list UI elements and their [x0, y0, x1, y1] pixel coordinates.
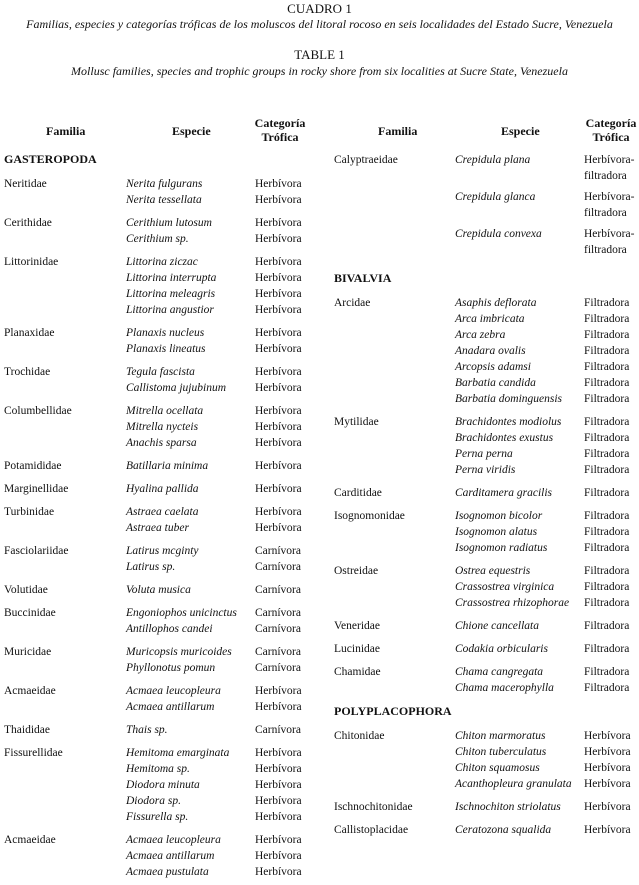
left-header-categoria-line2: Trófica: [261, 130, 299, 144]
species-name: Voluta musica: [126, 584, 191, 596]
trophic-category: Herbívora: [255, 366, 302, 378]
trophic-category: Filtradora: [584, 487, 630, 499]
trophic-category: Herbívora-: [584, 154, 635, 166]
species-name: Brachidontes modiolus: [455, 416, 562, 428]
species-name: Hemitoma emarginata: [126, 747, 230, 759]
species-name: Littorina ziczac: [126, 256, 198, 268]
heading-spanish-caption: Familias, especies y categorías tróficas de los moluscos del litoral rocoso en seis localidades del Estado Sucre, Venezuela: [26, 17, 613, 31]
species-name: Hemitoma sp.: [126, 763, 190, 775]
trophic-category: Herbívora: [255, 747, 302, 759]
trophic-category: Filtradora: [584, 393, 630, 405]
species-name: Littorina meleagris: [126, 288, 216, 300]
species-name: Diodora minuta: [126, 779, 200, 791]
trophic-category: Herbívora: [255, 685, 302, 697]
trophic-category: Herbívora: [255, 866, 302, 878]
trophic-category: Filtradora: [584, 597, 630, 609]
family-name: Acmaeidae: [4, 834, 56, 846]
family-name: Isognomonidae: [334, 510, 405, 522]
species-name: Arca imbricata: [455, 313, 525, 325]
trophic-category: Filtradora: [584, 297, 630, 309]
trophic-category-cont: filtradora: [584, 244, 627, 256]
species-name: Antillophos candei: [126, 623, 213, 635]
trophic-category: Herbívora: [255, 460, 302, 472]
trophic-category: Filtradora: [584, 432, 630, 444]
species-name: Codakia orbicularis: [455, 643, 548, 655]
trophic-category: Filtradora: [584, 377, 630, 389]
trophic-category: Filtradora: [584, 416, 630, 428]
trophic-category: Herbívora: [255, 178, 302, 190]
species-name: Muricopsis muricoides: [126, 646, 232, 658]
species-name: Asaphis deflorata: [455, 297, 537, 309]
species-name: Chione cancellata: [455, 620, 539, 632]
trophic-category: Carnívora: [255, 646, 301, 658]
group-heading: POLYPLACOPHORA: [334, 704, 452, 718]
species-name: Mitrella nycteis: [126, 421, 199, 433]
species-name: Isognomon bicolor: [455, 510, 543, 522]
trophic-category: Filtradora: [584, 581, 630, 593]
species-name: Crepidula convexa: [455, 228, 542, 240]
trophic-category: Herbívora: [255, 763, 302, 775]
species-name: Acmaea leucopleura: [126, 834, 221, 846]
species-name: Hyalina pallida: [126, 483, 199, 495]
species-name: Crepidula plana: [455, 154, 531, 166]
species-name: Latirus sp.: [126, 561, 176, 573]
species-name: Chiton squamosus: [455, 762, 540, 774]
right-header-categoria: [583, 116, 639, 144]
species-name: Isognomon alatus: [455, 526, 538, 538]
trophic-category: Herbívora: [255, 327, 302, 339]
trophic-category: Herbívora: [255, 779, 302, 791]
species-name: Nerita fulgurans: [126, 178, 203, 190]
trophic-category: Carnívora: [255, 561, 301, 573]
species-name: Anadara ovalis: [455, 345, 526, 357]
species-name: Cerithium sp.: [126, 233, 189, 245]
species-name: Batillaria minima: [126, 460, 209, 472]
heading-cuadro: CUADRO 1: [287, 1, 352, 16]
family-name: Fissurellidae: [4, 747, 63, 759]
family-name: Veneridae: [334, 620, 380, 632]
species-name: Crepidula glanca: [455, 191, 536, 203]
trophic-category: Herbívora: [255, 233, 302, 245]
group-heading: GASTEROPODA: [4, 152, 97, 166]
trophic-category: Herbívora: [255, 506, 302, 518]
species-name: Mitrella ocellata: [126, 405, 204, 417]
left-header-categoria: [252, 116, 308, 144]
species-name: Planaxis nucleus: [126, 327, 205, 339]
family-name: Potamididae: [4, 460, 62, 472]
species-name: Planaxis lineatus: [126, 343, 206, 355]
right-header-categoria-line2: Trófica: [592, 130, 630, 144]
family-name: Turbinidae: [4, 506, 55, 518]
family-name: Lucinidae: [334, 643, 380, 655]
trophic-category: Filtradora: [584, 565, 630, 577]
trophic-category: Herbívora: [255, 304, 302, 316]
species-name: Fissurella sp.: [126, 811, 189, 823]
trophic-category: Herbívora: [255, 343, 302, 355]
species-name: Littorina angustior: [126, 304, 214, 316]
species-name: Isognomon radiatus: [455, 542, 548, 554]
species-name: Latirus mcginty: [126, 545, 199, 557]
species-name: Chiton marmoratus: [455, 730, 546, 742]
trophic-category: Herbívora: [255, 811, 302, 823]
species-name: Diodora sp.: [126, 795, 181, 807]
trophic-category: Carnívora: [255, 607, 301, 619]
species-name: Crassostrea rhizophorae: [455, 597, 570, 609]
family-name: Columbellidae: [4, 405, 72, 417]
trophic-category: Herbívora: [255, 795, 302, 807]
left-header-categoria-line1: Categoría: [254, 116, 306, 130]
trophic-category: Herbívora: [584, 762, 631, 774]
trophic-category: Herbívora: [255, 194, 302, 206]
trophic-category-cont: filtradora: [584, 170, 627, 182]
species-name: Littorina interrupta: [126, 272, 217, 284]
species-name: Acmaea leucopleura: [126, 685, 221, 697]
trophic-category: Herbívora: [584, 801, 631, 813]
trophic-category: Carnívora: [255, 584, 301, 596]
trophic-category: Carnívora: [255, 662, 301, 674]
family-name: Calyptraeidae: [334, 154, 398, 166]
species-name: Astraea tuber: [126, 522, 189, 534]
species-name: Anachis sparsa: [126, 437, 197, 449]
family-name: Carditidae: [334, 487, 382, 499]
species-name: Chiton tuberculatus: [455, 746, 547, 758]
trophic-category: Herbívora: [255, 483, 302, 495]
family-name: Muricidae: [4, 646, 52, 658]
family-name: Fasciolariidae: [4, 545, 69, 557]
family-name: Ischnochitonidae: [334, 801, 413, 813]
family-name: Buccinidae: [4, 607, 56, 619]
left-header-especie: Especie: [172, 124, 211, 138]
species-name: Perna viridis: [455, 464, 516, 476]
trophic-category: Filtradora: [584, 666, 630, 678]
trophic-category: Filtradora: [584, 313, 630, 325]
family-name: Planaxidae: [4, 327, 55, 339]
family-name: Neritidae: [4, 178, 47, 190]
family-name: Acmaeidae: [4, 685, 56, 697]
trophic-category: Carnívora: [255, 724, 301, 736]
trophic-category: Herbívora: [255, 421, 302, 433]
trophic-category: Herbívora: [255, 217, 302, 229]
species-name: Thais sp.: [126, 724, 168, 736]
family-name: Volutidae: [4, 584, 48, 596]
family-name: Ostreidae: [334, 565, 379, 577]
right-header-especie: Especie: [501, 124, 540, 138]
trophic-category: Herbívora: [255, 437, 302, 449]
left-header-familia: Familia: [46, 124, 86, 138]
family-name: Chitonidae: [334, 730, 385, 742]
trophic-category: Filtradora: [584, 542, 630, 554]
species-name: Acanthopleura granulata: [455, 778, 572, 790]
family-name: Thaididae: [4, 724, 50, 736]
species-name: Acmaea antillarum: [126, 701, 215, 713]
species-name: Tegula fascista: [126, 366, 195, 378]
trophic-category: Filtradora: [584, 643, 630, 655]
family-name: Littorinidae: [4, 256, 59, 268]
trophic-category: Herbívora: [584, 824, 631, 836]
trophic-category: Herbívora-: [584, 228, 635, 240]
trophic-category: Herbívora: [255, 834, 302, 846]
trophic-category: Herbívora: [255, 405, 302, 417]
species-name: Cerithium lutosum: [126, 217, 212, 229]
trophic-category: Filtradora: [584, 510, 630, 522]
species-name: Chama macerophylla: [455, 682, 554, 694]
trophic-category: Filtradora: [584, 620, 630, 632]
trophic-category: Filtradora: [584, 345, 630, 357]
species-name: Acmaea antillarum: [126, 850, 215, 862]
species-name: Perna perna: [455, 448, 513, 460]
trophic-category: Herbívora: [584, 730, 631, 742]
family-name: Callistoplacidae: [334, 824, 409, 836]
trophic-category: Filtradora: [584, 448, 630, 460]
species-name: Brachidontes exustus: [455, 432, 554, 444]
species-name: Ceratozona squalida: [455, 824, 552, 836]
trophic-category: Herbívora: [255, 522, 302, 534]
family-name: Cerithidae: [4, 217, 52, 229]
group-heading: BIVALVIA: [334, 271, 392, 285]
trophic-category: Carnívora: [255, 623, 301, 635]
trophic-category: Carnívora: [255, 545, 301, 557]
trophic-category: Herbívora: [255, 288, 302, 300]
right-header-categoria-line1: Categoría: [585, 116, 637, 130]
species-name: Acmaea pustulata: [126, 866, 209, 878]
trophic-category: Herbívora: [255, 382, 302, 394]
trophic-category: Filtradora: [584, 682, 630, 694]
species-name: Chama cangregata: [455, 666, 544, 678]
trophic-category: Herbívora: [584, 778, 631, 790]
trophic-category: Filtradora: [584, 361, 630, 373]
right-header-familia: Familia: [378, 124, 418, 138]
species-name: Barbatia dominguensis: [455, 393, 563, 405]
species-name: Crassostrea virginica: [455, 581, 555, 593]
species-name: Barbatia candida: [455, 377, 536, 389]
trophic-category: Filtradora: [584, 464, 630, 476]
species-name: Ischnochiton striolatus: [455, 801, 561, 813]
trophic-category: Herbívora-: [584, 191, 635, 203]
trophic-category: Herbívora: [584, 746, 631, 758]
species-name: Nerita tessellata: [126, 194, 202, 206]
species-name: Ostrea equestris: [455, 565, 531, 577]
species-name: Arca zebra: [455, 329, 506, 341]
trophic-category: Herbívora: [255, 272, 302, 284]
family-name: Mytilidae: [334, 416, 379, 428]
trophic-category: Herbívora: [255, 701, 302, 713]
family-name: Trochidae: [4, 366, 51, 378]
trophic-category: Herbívora: [255, 850, 302, 862]
species-name: Phyllonotus pomun: [126, 662, 216, 674]
trophic-category: Filtradora: [584, 329, 630, 341]
species-name: Callistoma jujubinum: [126, 382, 226, 394]
trophic-category: Herbívora: [255, 256, 302, 268]
trophic-category-cont: filtradora: [584, 207, 627, 219]
family-name: Marginellidae: [4, 483, 69, 495]
heading-english-caption: Mollusc families, species and trophic groups in rocky shore from six localities at Sucre State, Venezuela: [71, 64, 568, 78]
family-name: Arcidae: [334, 297, 371, 309]
heading-table: TABLE 1: [294, 47, 345, 62]
trophic-category: Filtradora: [584, 526, 630, 538]
species-name: Carditamera gracilis: [455, 487, 553, 499]
family-name: Chamidae: [334, 666, 381, 678]
species-name: Astraea caelata: [126, 506, 199, 518]
species-name: Arcopsis adamsi: [455, 361, 531, 373]
species-name: Engoniophos unicinctus: [126, 607, 237, 619]
